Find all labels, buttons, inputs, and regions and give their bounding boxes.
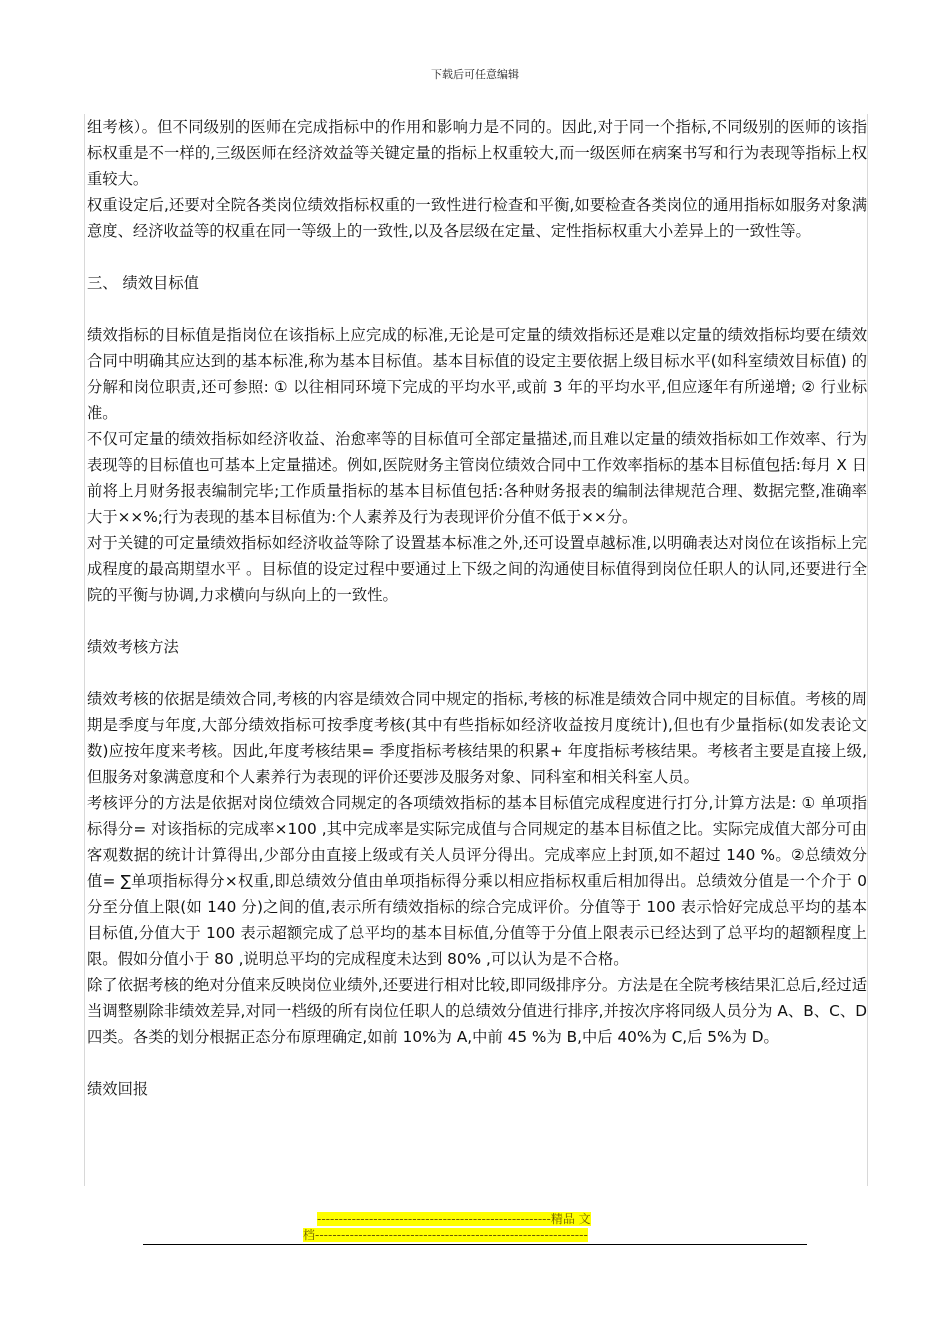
section-heading-performance-return: 绩效回报 [87,1080,149,1098]
paragraph-target-quantify: 不仅可定量的绩效指标如经济收益、治愈率等的目标值可全部定量描述,而且难以定量的绩效指标如工作效率、行为表现等的目标值也可基本上定量描述。例如,医院财务主管岗位绩效合同中工作效率指标的基本目标值包括:每月 X 日前将上月财务报表编制完毕;工作质量指标的基本目标值包括:各种财务报表的编制法律规范合理、数据完整,准确率大于××%;行为表现的基本目标值为:个人素养及行为表现评价分值不低于××分。 [87,430,867,526]
footer-highlight-1: ------------------------------------------------------精品 文 [317,1212,591,1226]
page-header: 下载后可任意编辑 [431,68,519,81]
spacer [87,608,867,634]
document-body [84,114,868,1186]
footer-line-2 [303,1227,648,1243]
paragraph-assessment-basis: 绩效考核的依据是绩效合同,考核的内容是绩效合同中规定的指标,考核的标准是绩效合同中规定的目标值。考核的周期是季度与年度,大部分绩效指标可按季度考核(其中有些指标如经济收益按月度统计),但也有少量指标(如发表论文数)应按年度来考核。因此,年度考核结果= 季度指标考核结果的积累+ 年度指标考核结果。考核者主要是直接上级,但服务对象满意度和个人素养行为表现的评价还要涉及服务对象、同科室和相关科室人员。 [87,690,867,786]
spacer [87,244,867,270]
footer-line-1 [303,1211,648,1227]
paragraph-assessment-ranking: 除了依据考核的绝对分值来反映岗位业绩外,还要进行相对比较,即同级排序分。方法是在全院考核结果汇总后,经过适当调整剔除非绩效差异,对同一档级的所有岗位任职人的总绩效分值进行排序,并按次序将同级人员分为 A、B、C、D 四类。各类的划分根据正态分布原理确定,如前 10%为 A,中前 45 %为 B,中后 40%为 C,后 5%为 D。 [87,976,867,1046]
paragraph-target-excellence: 对于关键的可定量绩效指标如经济收益等除了设置基本标准之外,还可设置卓越标准,以明确表达对岗位在该指标上完成程度的最高期望水平 。目标值的设定过程中要通过上下级之间的沟通使目标值得到岗位任职人的认同,还要进行全院的平衡与协调,力求横向与纵向上的一致性。 [87,534,867,604]
section-heading-target-value: 三、 绩效目标值 [87,274,199,292]
document-text [85,114,867,1102]
spacer [87,660,867,686]
section-heading-assessment-method: 绩效考核方法 [87,638,179,656]
paragraph-weight-balance: 权重设定后,还要对全院各类岗位绩效指标权重的一致性进行检查和平衡,如要检查各类岗位的通用指标如服务对象满意度、经济收益等的权重在同一等级上的一致性,以及各层级在定量、定性指标权重大小差异上的一致性等。 [87,196,867,240]
spacer [87,296,867,322]
spacer [87,1050,867,1076]
page-footer [303,1211,648,1243]
footer-highlight-2: 档--------------------------------------------------------------- [303,1228,588,1242]
paragraph-weight-levels: 组考核）。但不同级别的医师在完成指标中的作用和影响力是不同的。因此,对于同一个指标,不同级别的医师的该指标权重是不一样的,三级医师在经济效益等关键定量的指标上权重较大,而一级医师在病案书写和行为表现等指标上权重较大。 [87,118,867,188]
paragraph-assessment-scoring: 考核评分的方法是依据对岗位绩效合同规定的各项绩效指标的基本目标值完成程度进行打分,计算方法是: ① 单项指标得分= 对该指标的完成率×100 ,其中完成率是实际完成值与合同规定的基本目标值之比。实际完成值大部分可由客观数据的统计计算得出,少部分由直接上级或有关人员评分得出。完成率应上封顶,如不超过 140 %。②总绩效分值= ∑单项指标得分×权重,即总绩效分值由单项指标得分乘以相应指标权重后相加得出。总绩效分值是一个介于 0 分至分值上限(如 140 分)之间的值,表示所有绩效指标的综合完成评价。分值等于 100 表示恰好完成总平均的基本目标值,分值大于 100 表示超额完成了总平均的基本目标值,分值等于分值上限表示已经达到了总平均的超额程度上限。假如分值小于 80 ,说明总平均的完成程度未达到 80% ,可以认为是不合格。 [87,794,867,968]
footer-divider [143,1244,807,1245]
paragraph-target-definition: 绩效指标的目标值是指岗位在该指标上应完成的标准,无论是可定量的绩效指标还是难以定量的绩效指标均要在绩效合同中明确其应达到的基本标准,称为基本目标值。基本目标值的设定主要依据上级目标水平(如科室绩效目标值) 的分解和岗位职责,还可参照: ① 以往相同环境下完成的平均水平,或前 3 年的平均水平,但应逐年有所递增; ② 行业标准。 [87,326,867,422]
